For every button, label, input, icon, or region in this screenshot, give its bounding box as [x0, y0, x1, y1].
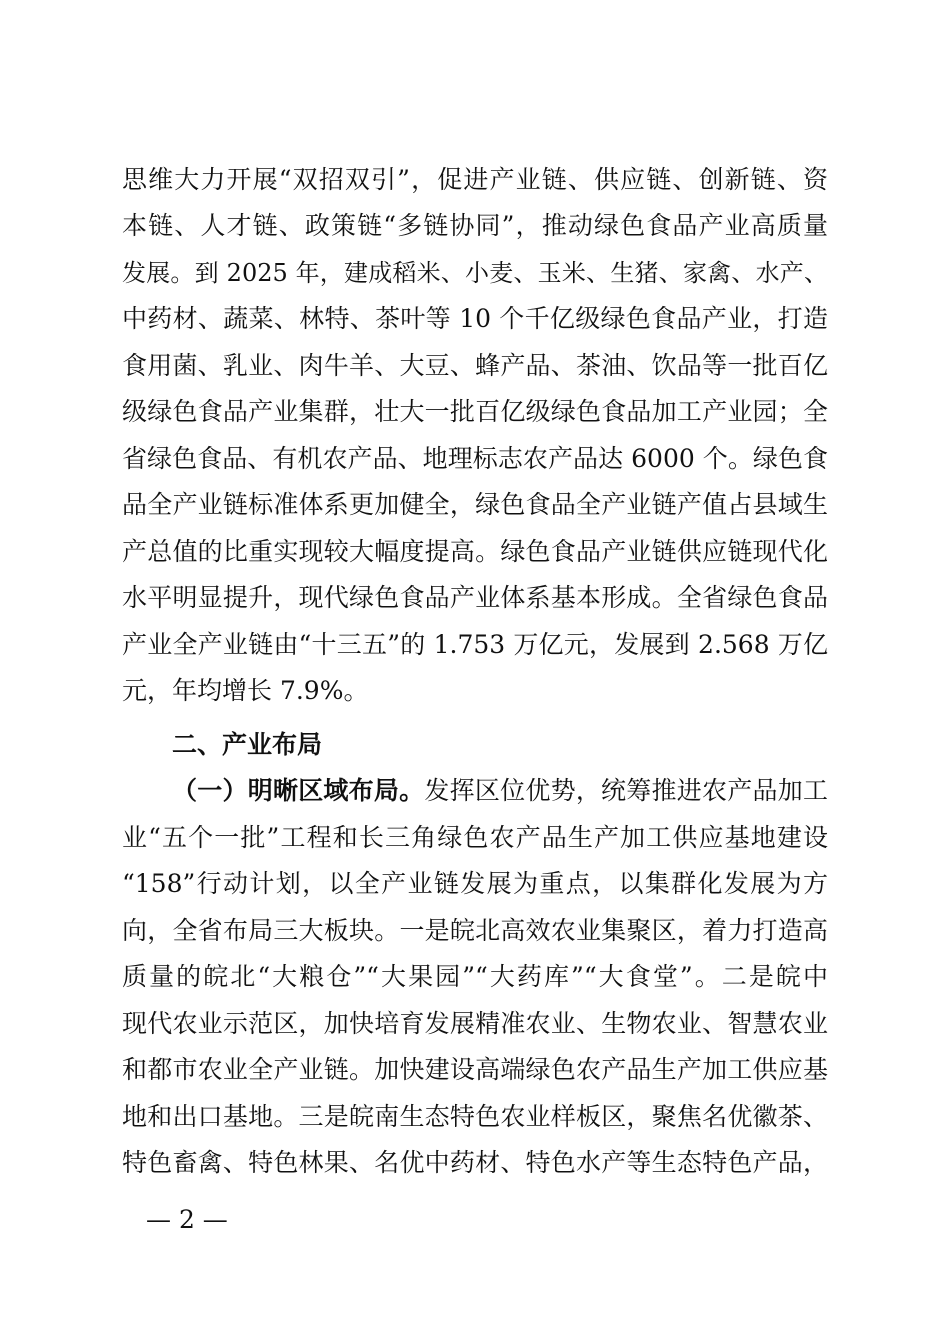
paragraph-2-lead: （一）明晰区域布局。 [172, 776, 425, 805]
paragraph-1-line-9: 产总值的比重实现较大幅度提高。绿色食品产业链供应链现代化 [122, 537, 828, 566]
paragraph-1-line-5: 食用菌、乳业、肉牛羊、大豆、蜂产品、茶油、饮品等一批百亿 [122, 351, 828, 380]
paragraph-1-line-2: 本链、人才链、政策链“多链协同”，推动绿色食品产业高质量 [122, 211, 828, 240]
paragraph-1-line-10: 水平明显提升，现代绿色食品产业体系基本形成。全省绿色食品 [122, 583, 828, 612]
paragraph-2-line-5: 质量的皖北“大粮仓”“大果园”“大药库”“大食堂”。二是皖中 [122, 962, 828, 991]
section-heading: 二、产业布局 [172, 730, 323, 759]
paragraph-1-line-7: 省绿色食品、有机农产品、地理标志农产品达 6000 个。绿色食 [122, 444, 828, 473]
paragraph-1-line-6: 级绿色食品产业集群，壮大一批百亿级绿色食品加工产业园；全 [122, 397, 828, 426]
paragraph-1-line-4: 中药材、蔬菜、林特、茶叶等 10 个千亿级绿色食品产业，打造 [122, 304, 828, 333]
page-number: — 2 — [146, 1205, 228, 1234]
paragraph-2-line-2: 业“五个一批”工程和长三角绿色农产品生产加工供应基地建设 [122, 823, 828, 852]
paragraph-2-line-7: 和都市农业全产业链。加快建设高端绿色农产品生产加工供应基 [122, 1055, 828, 1084]
paragraph-2-line-8: 地和出口基地。三是皖南生态特色农业样板区，聚焦名优徽茶、 [122, 1102, 828, 1131]
paragraph-2-line-1 [172, 771, 828, 811]
paragraph-2-line-4: 向，全省布局三大板块。一是皖北高效农业集聚区，着力打造高 [122, 916, 828, 945]
paragraph-1-line-8: 品全产业链标准体系更加健全，绿色食品全产业链产值占县域生 [122, 490, 828, 519]
paragraph-2-line-6: 现代农业示范区，加快培育发展精准农业、生物农业、智慧农业 [122, 1009, 828, 1038]
paragraph-2-line-9: 特色畜禽、特色林果、名优中药材、特色水产等生态特色产品， [122, 1148, 828, 1177]
paragraph-1-line-1: 思维大力开展“双招双引”，促进产业链、供应链、创新链、资 [122, 165, 828, 194]
paragraph-1-line-11: 产业全产业链由“十三五”的 1.753 万亿元，发展到 2.568 万亿 [122, 630, 828, 659]
paragraph-1-line-3: 发展。到 2025 年，建成稻米、小麦、玉米、生猪、家禽、水产、 [122, 259, 828, 287]
paragraph-2-line-3: “158”行动计划，以全产业链发展为重点，以集群化发展为方 [122, 869, 828, 898]
paragraph-1-line-12: 元，年均增长 7.9%。 [122, 676, 369, 705]
paragraph-2-first-rest: 发挥区位优势，统筹推进农产品加工 [424, 776, 828, 805]
